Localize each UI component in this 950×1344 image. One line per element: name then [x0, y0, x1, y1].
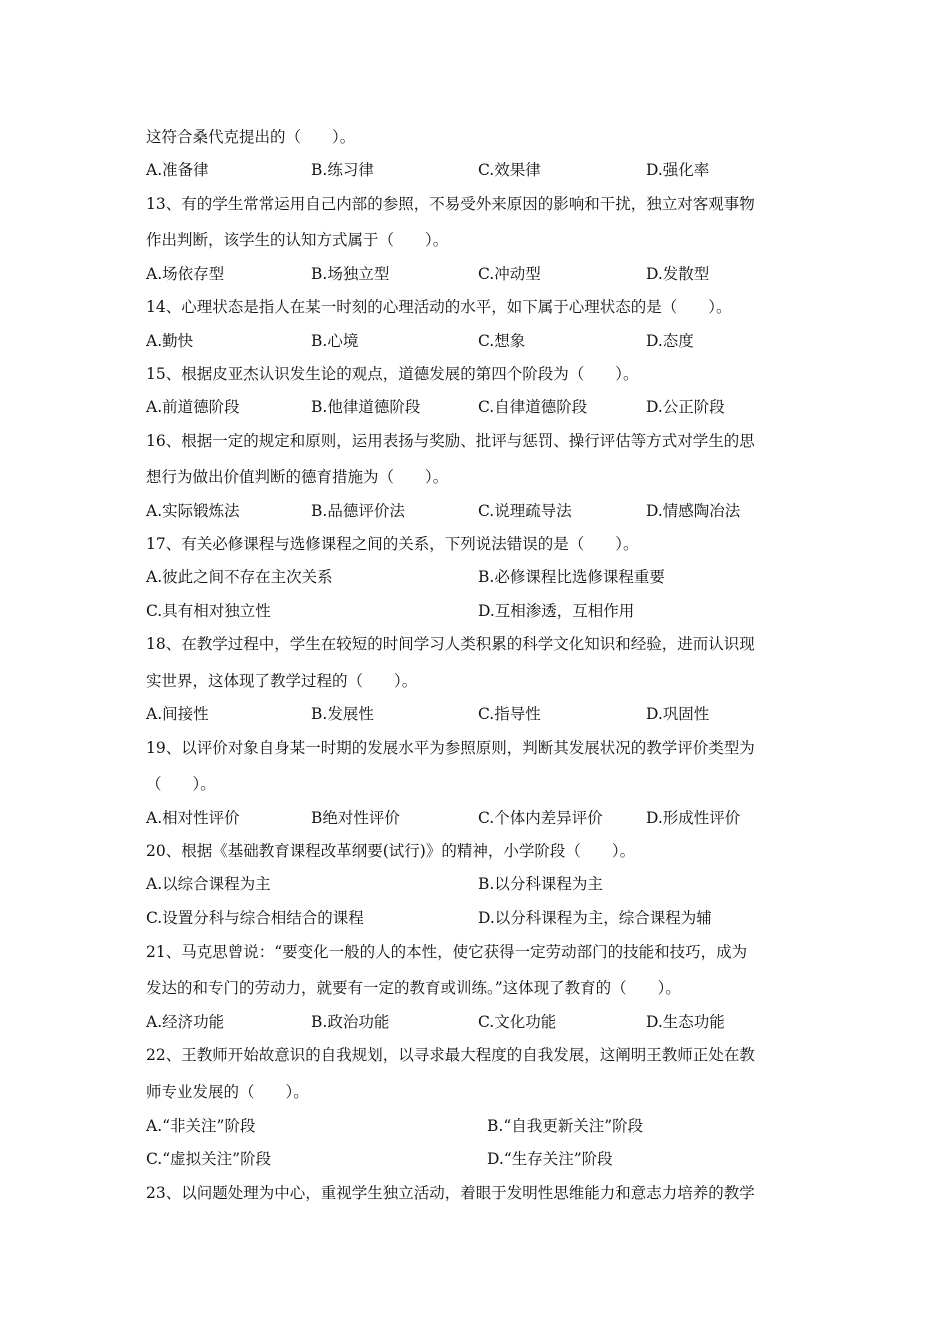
q15-option-d: D.公正阶段: [646, 398, 725, 416]
q19-option-b: B绝对性评价: [311, 809, 400, 827]
q19-stem-line1: 19、以评价对象自身某一时期的发展水平为参照原则，判断其发展状况的教学评价类型为: [146, 739, 755, 757]
q17-option-a: A.彼此之间不存在主次关系: [146, 568, 333, 586]
q14-option-b: B.心境: [311, 332, 359, 350]
q22-stem-line2: 师专业发展的（ ）。: [146, 1083, 309, 1101]
q13-stem-line2: 作出判断，该学生的认知方式属于（ ）。: [146, 231, 449, 249]
q21-stem-line1: 21、马克思曾说：“要变化一般的人的本性，使它获得一定劳动部门的技能和技巧，成为: [146, 943, 748, 961]
q16-option-b: B.品德评价法: [311, 502, 405, 520]
q17-option-b: B.必修课程比选修课程重要: [478, 568, 665, 586]
q16-option-d: D.情感陶冶法: [646, 502, 741, 520]
q15-option-a: A.前道德阶段: [146, 398, 240, 416]
q18-option-a: A.间接性: [146, 705, 209, 723]
q13-option-d: D.发散型: [646, 265, 710, 283]
q17-option-d: D.互相渗透，互相作用: [478, 602, 635, 620]
q12-stem-continuation: 这符合桑代克提出的（ ）。: [146, 128, 356, 146]
q22-option-b: B.“自我更新关注”阶段: [487, 1117, 644, 1135]
q13-option-a: A.场依存型: [146, 265, 225, 283]
q22-option-a: A.“非关注”阶段: [146, 1117, 256, 1135]
q22-stem-line1: 22、王教师开始故意识的自我规划，以寻求最大程度的自我发展，这阐明王教师正处在教: [146, 1046, 755, 1064]
q18-option-b: B.发展性: [311, 705, 374, 723]
q18-stem-line2: 实世界，这体现了教学过程的（ ）。: [146, 672, 418, 690]
q14-option-d: D.态度: [646, 332, 694, 350]
q16-option-c: C.说理疏导法: [478, 502, 572, 520]
q19-option-d: D.形成性评价: [646, 809, 741, 827]
q12-option-a: A.准备律: [146, 161, 209, 179]
q21-option-d: D.生态功能: [646, 1013, 725, 1031]
q20-option-c: C.设置分科与综合相结合的课程: [146, 909, 364, 927]
q13-stem-line1: 13、有的学生常常运用自己内部的参照，不易受外来原因的影响和干扰，独立对客观事物: [146, 195, 755, 213]
q18-stem-line1: 18、在教学过程中，学生在较短的时间学习人类积累的科学文化知识和经验，进而认识现: [146, 635, 755, 653]
q23-stem-line1: 23、以问题处理为中心，重视学生独立活动，着眼于发明性思维能力和意志力培养的教学: [146, 1184, 755, 1202]
q13-option-b: B.场独立型: [311, 265, 390, 283]
q16-stem-line2: 想行为做出价值判断的德育措施为（ ）。: [146, 468, 449, 486]
q14-option-a: A.勤快: [146, 332, 194, 350]
q21-option-b: B.政治功能: [311, 1013, 390, 1031]
q22-option-d: D.“生存关注”阶段: [487, 1150, 613, 1168]
q16-option-a: A.实际锻炼法: [146, 502, 240, 520]
q20-option-d: D.以分科课程为主，综合课程为辅: [478, 909, 712, 927]
q14-stem-line1: 14、心理状态是指人在某一时刻的心理活动的水平，如下属于心理状态的是（ ）。: [146, 298, 732, 316]
q12-option-b: B.练习律: [311, 161, 374, 179]
q21-stem-line2: 发达的和专门的劳动力，就要有一定的教育或训练。”这体现了教育的（ ）。: [146, 979, 681, 997]
q20-option-b: B.以分科课程为主: [478, 875, 603, 893]
q15-option-c: C.自律道德阶段: [478, 398, 588, 416]
q20-option-a: A.以综合课程为主: [146, 875, 271, 893]
q22-option-c: C.“虚拟关注”阶段: [146, 1150, 272, 1168]
q19-stem-line2: （ ）。: [146, 775, 216, 793]
q17-stem-line1: 17、有关必修课程与选修课程之间的关系，下列说法错误的是（ ）。: [146, 535, 639, 553]
q21-option-c: C.文化功能: [478, 1013, 557, 1031]
q19-option-c: C.个体内差异评价: [478, 809, 603, 827]
q12-option-c: C.效果律: [478, 161, 541, 179]
q20-stem-line1: 20、根据《基础教育课程改革纲要(试行)》的精神，小学阶段（ ）。: [146, 842, 636, 860]
q12-option-d: D.强化率: [646, 161, 710, 179]
q16-stem-line1: 16、根据一定的规定和原则，运用表扬与奖励、批评与惩罚、操行评估等方式对学生的思: [146, 432, 755, 450]
q15-option-b: B.他律道德阶段: [311, 398, 421, 416]
q18-option-d: D.巩固性: [646, 705, 710, 723]
q13-option-c: C.冲动型: [478, 265, 541, 283]
q14-option-c: C.想象: [478, 332, 526, 350]
q18-option-c: C.指导性: [478, 705, 541, 723]
q19-option-a: A.相对性评价: [146, 809, 240, 827]
q17-option-c: C.具有相对独立性: [146, 602, 271, 620]
q15-stem-line1: 15、根据皮亚杰认识发生论的观点，道德发展的第四个阶段为（ ）。: [146, 365, 639, 383]
q21-option-a: A.经济功能: [146, 1013, 225, 1031]
